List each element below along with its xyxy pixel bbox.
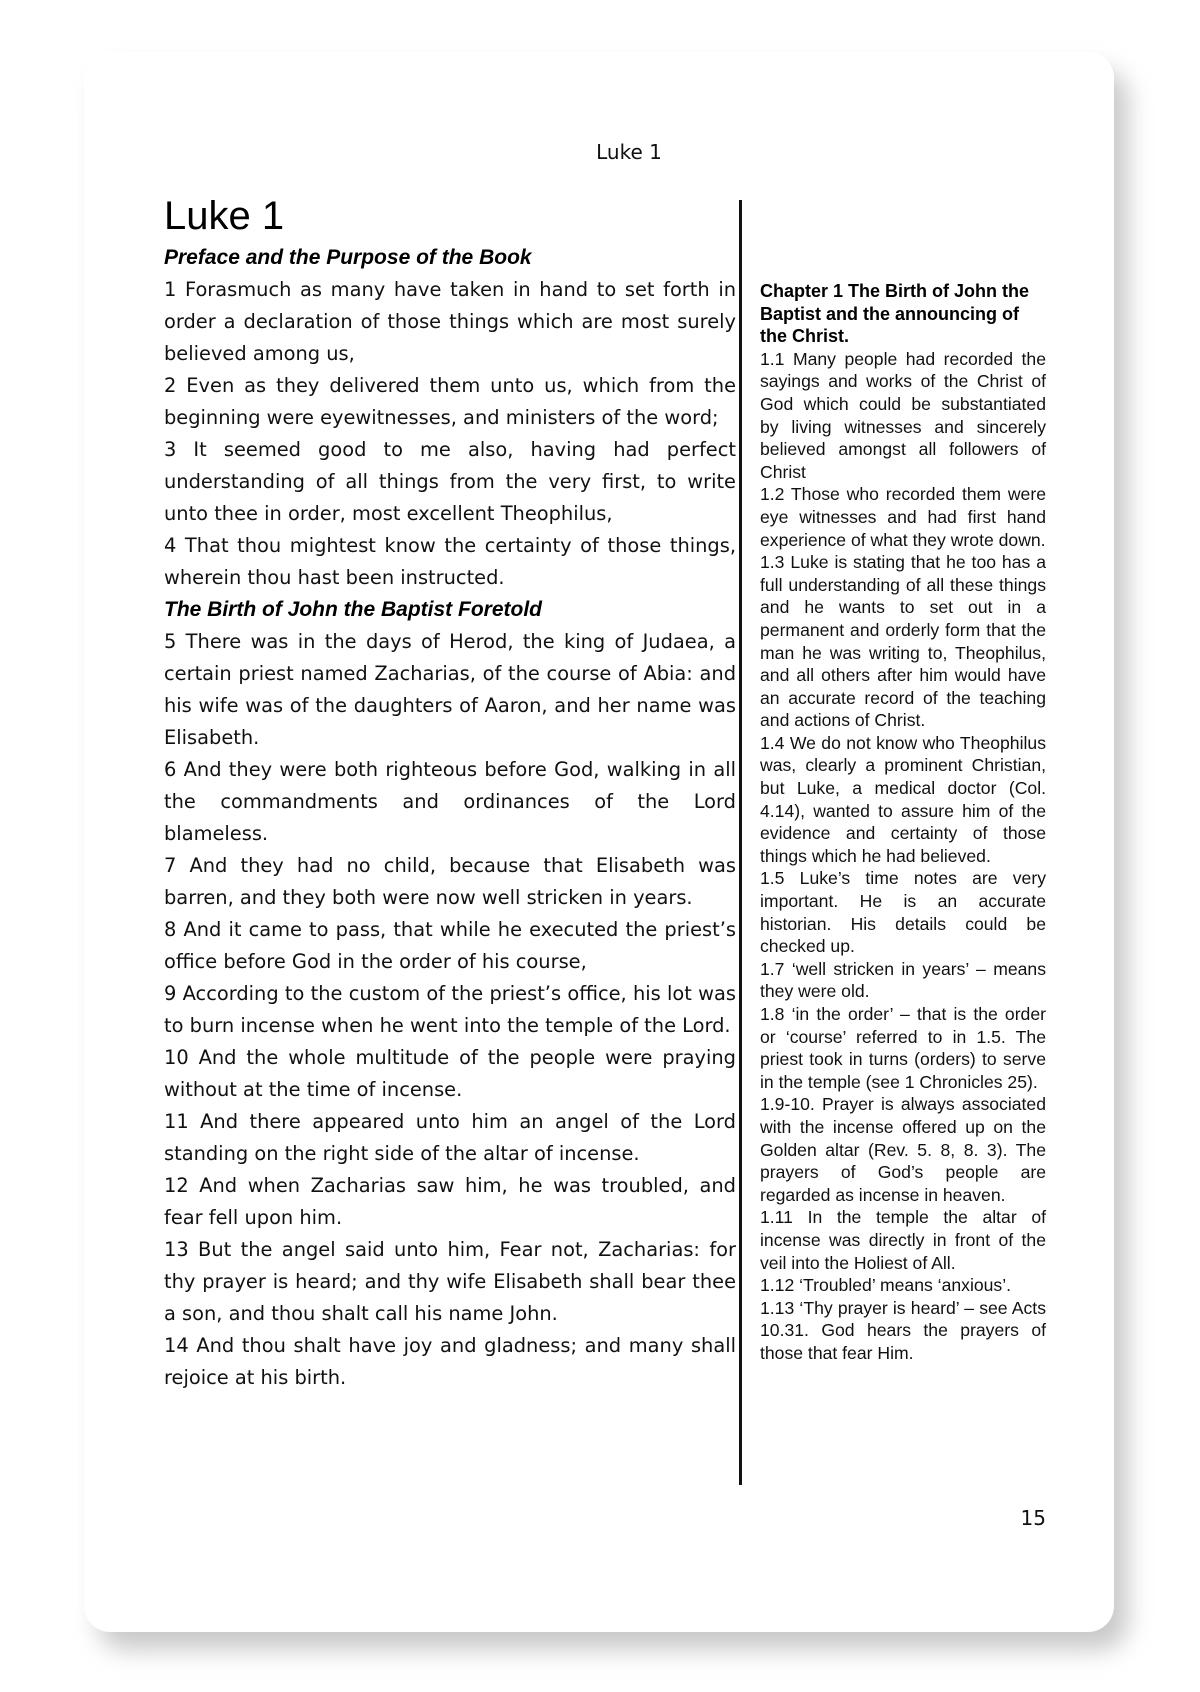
note: 1.4 We do not know who Theophilus was, clearly a prominent Christian, but Luke, a medical doctor (Col. 4.14), wanted to assure him of the evidence and certainty of those things which he had believed. — [760, 732, 1046, 866]
verse: 14 And thou shalt have joy and gladness; and many shall rejoice at his birth. — [164, 1334, 736, 1389]
column-divider — [739, 200, 742, 1485]
notes-column — [760, 280, 1046, 1365]
book-page — [84, 52, 1114, 1632]
note: 1.12 ‘Troubled’ means ‘anxious’. — [760, 1275, 1012, 1296]
verse: 4 That thou mightest know the certainty of those things, wherein thou hast been instructed. — [164, 534, 736, 589]
note: 1.1 Many people had recorded the sayings and works of the Christ of God which could be substantiated by living witnesses and sincerely believed amongst all followers of Christ — [760, 348, 1046, 482]
verse: 12 And when Zacharias saw him, he was troubled, and fear fell upon him. — [164, 1174, 736, 1229]
verse: 3 It seemed good to me also, having had perfect understanding of all things from the very first, to write unto thee in order, most excellent Theophilus, — [164, 438, 736, 525]
verse: 9 According to the custom of the priest’s office, his lot was to burn incense when he went into the temple of the Lord. — [164, 982, 736, 1037]
note: 1.9-10. Prayer is always associated with the incense offered up on the Golden altar (Rev. 5. 8, 8. 3). The prayers of God’s people are regarded as incense in heaven. — [760, 1094, 1046, 1205]
page-number: 15 — [1020, 1506, 1046, 1530]
scripture-column — [164, 192, 736, 1394]
running-head: Luke 1 — [596, 140, 662, 164]
verse: 10 And the whole multitude of the people were praying without at the time of incense. — [164, 1046, 736, 1101]
verse: 6 And they were both righteous before God, walking in all the commandments and ordinances of the Lord blameless. — [164, 758, 736, 845]
note: 1.7 ‘well stricken in years’ – means they were old. — [760, 958, 1046, 1002]
verse: 1 Forasmuch as many have taken in hand to set forth in order a declaration of those things which are most surely believed among us, — [164, 278, 736, 365]
verse: 7 And they had no child, because that Elisabeth was barren, and they both were now well stricken in years. — [164, 854, 736, 909]
note: 1.3 Luke is stating that he too has a full understanding of all these things and he wants to set out in a permanent and orderly form that the man he was writing to, Theophilus, and all others after him would have an accurate record of the teaching and actions of Christ. — [760, 552, 1046, 731]
chapter-title: Luke 1 — [164, 194, 285, 238]
note: 1.11 In the temple the altar of incense was directly in front of the veil into the Holiest of All. — [760, 1207, 1046, 1273]
notes-heading: Chapter 1 The Birth of John the Baptist and the announcing of the Christ. — [760, 281, 1030, 347]
section-heading: The Birth of John the Baptist Foretold — [164, 598, 542, 621]
verse: 13 But the angel said unto him, Fear not, Zacharias: for thy prayer is heard; and thy wife Elisabeth shall bear thee a son, and thou shalt call his name John. — [164, 1238, 736, 1325]
note: 1.2 Those who recorded them were eye witnesses and had first hand experience of what they wrote down. — [760, 484, 1046, 550]
verse: 2 Even as they delivered them unto us, which from the beginning were eyewitnesses, and ministers of the word; — [164, 374, 736, 429]
verse: 8 And it came to pass, that while he executed the priest’s office before God in the order of his course, — [164, 918, 736, 973]
verse: 5 There was in the days of Herod, the king of Judaea, a certain priest named Zacharias, of the course of Abia: and his wife was of the daughters of Aaron, and her name was Elisabeth. — [164, 630, 736, 749]
note: 1.13 ‘Thy prayer is heard’ – see Acts 10.31. God hears the prayers of those that fear Him. — [760, 1297, 1046, 1363]
note: 1.5 Luke’s time notes are very important. He is an accurate historian. His details could be checked up. — [760, 868, 1046, 957]
section-heading: Preface and the Purpose of the Book — [164, 246, 532, 269]
note: 1.8 ‘in the order’ – that is the order or ‘course’ referred to in 1.5. The priest took in turns (orders) to serve in the temple (see 1 Chronicles 25). — [760, 1004, 1046, 1092]
verse: 11 And there appeared unto him an angel of the Lord standing on the right side of the altar of incense. — [164, 1110, 736, 1165]
